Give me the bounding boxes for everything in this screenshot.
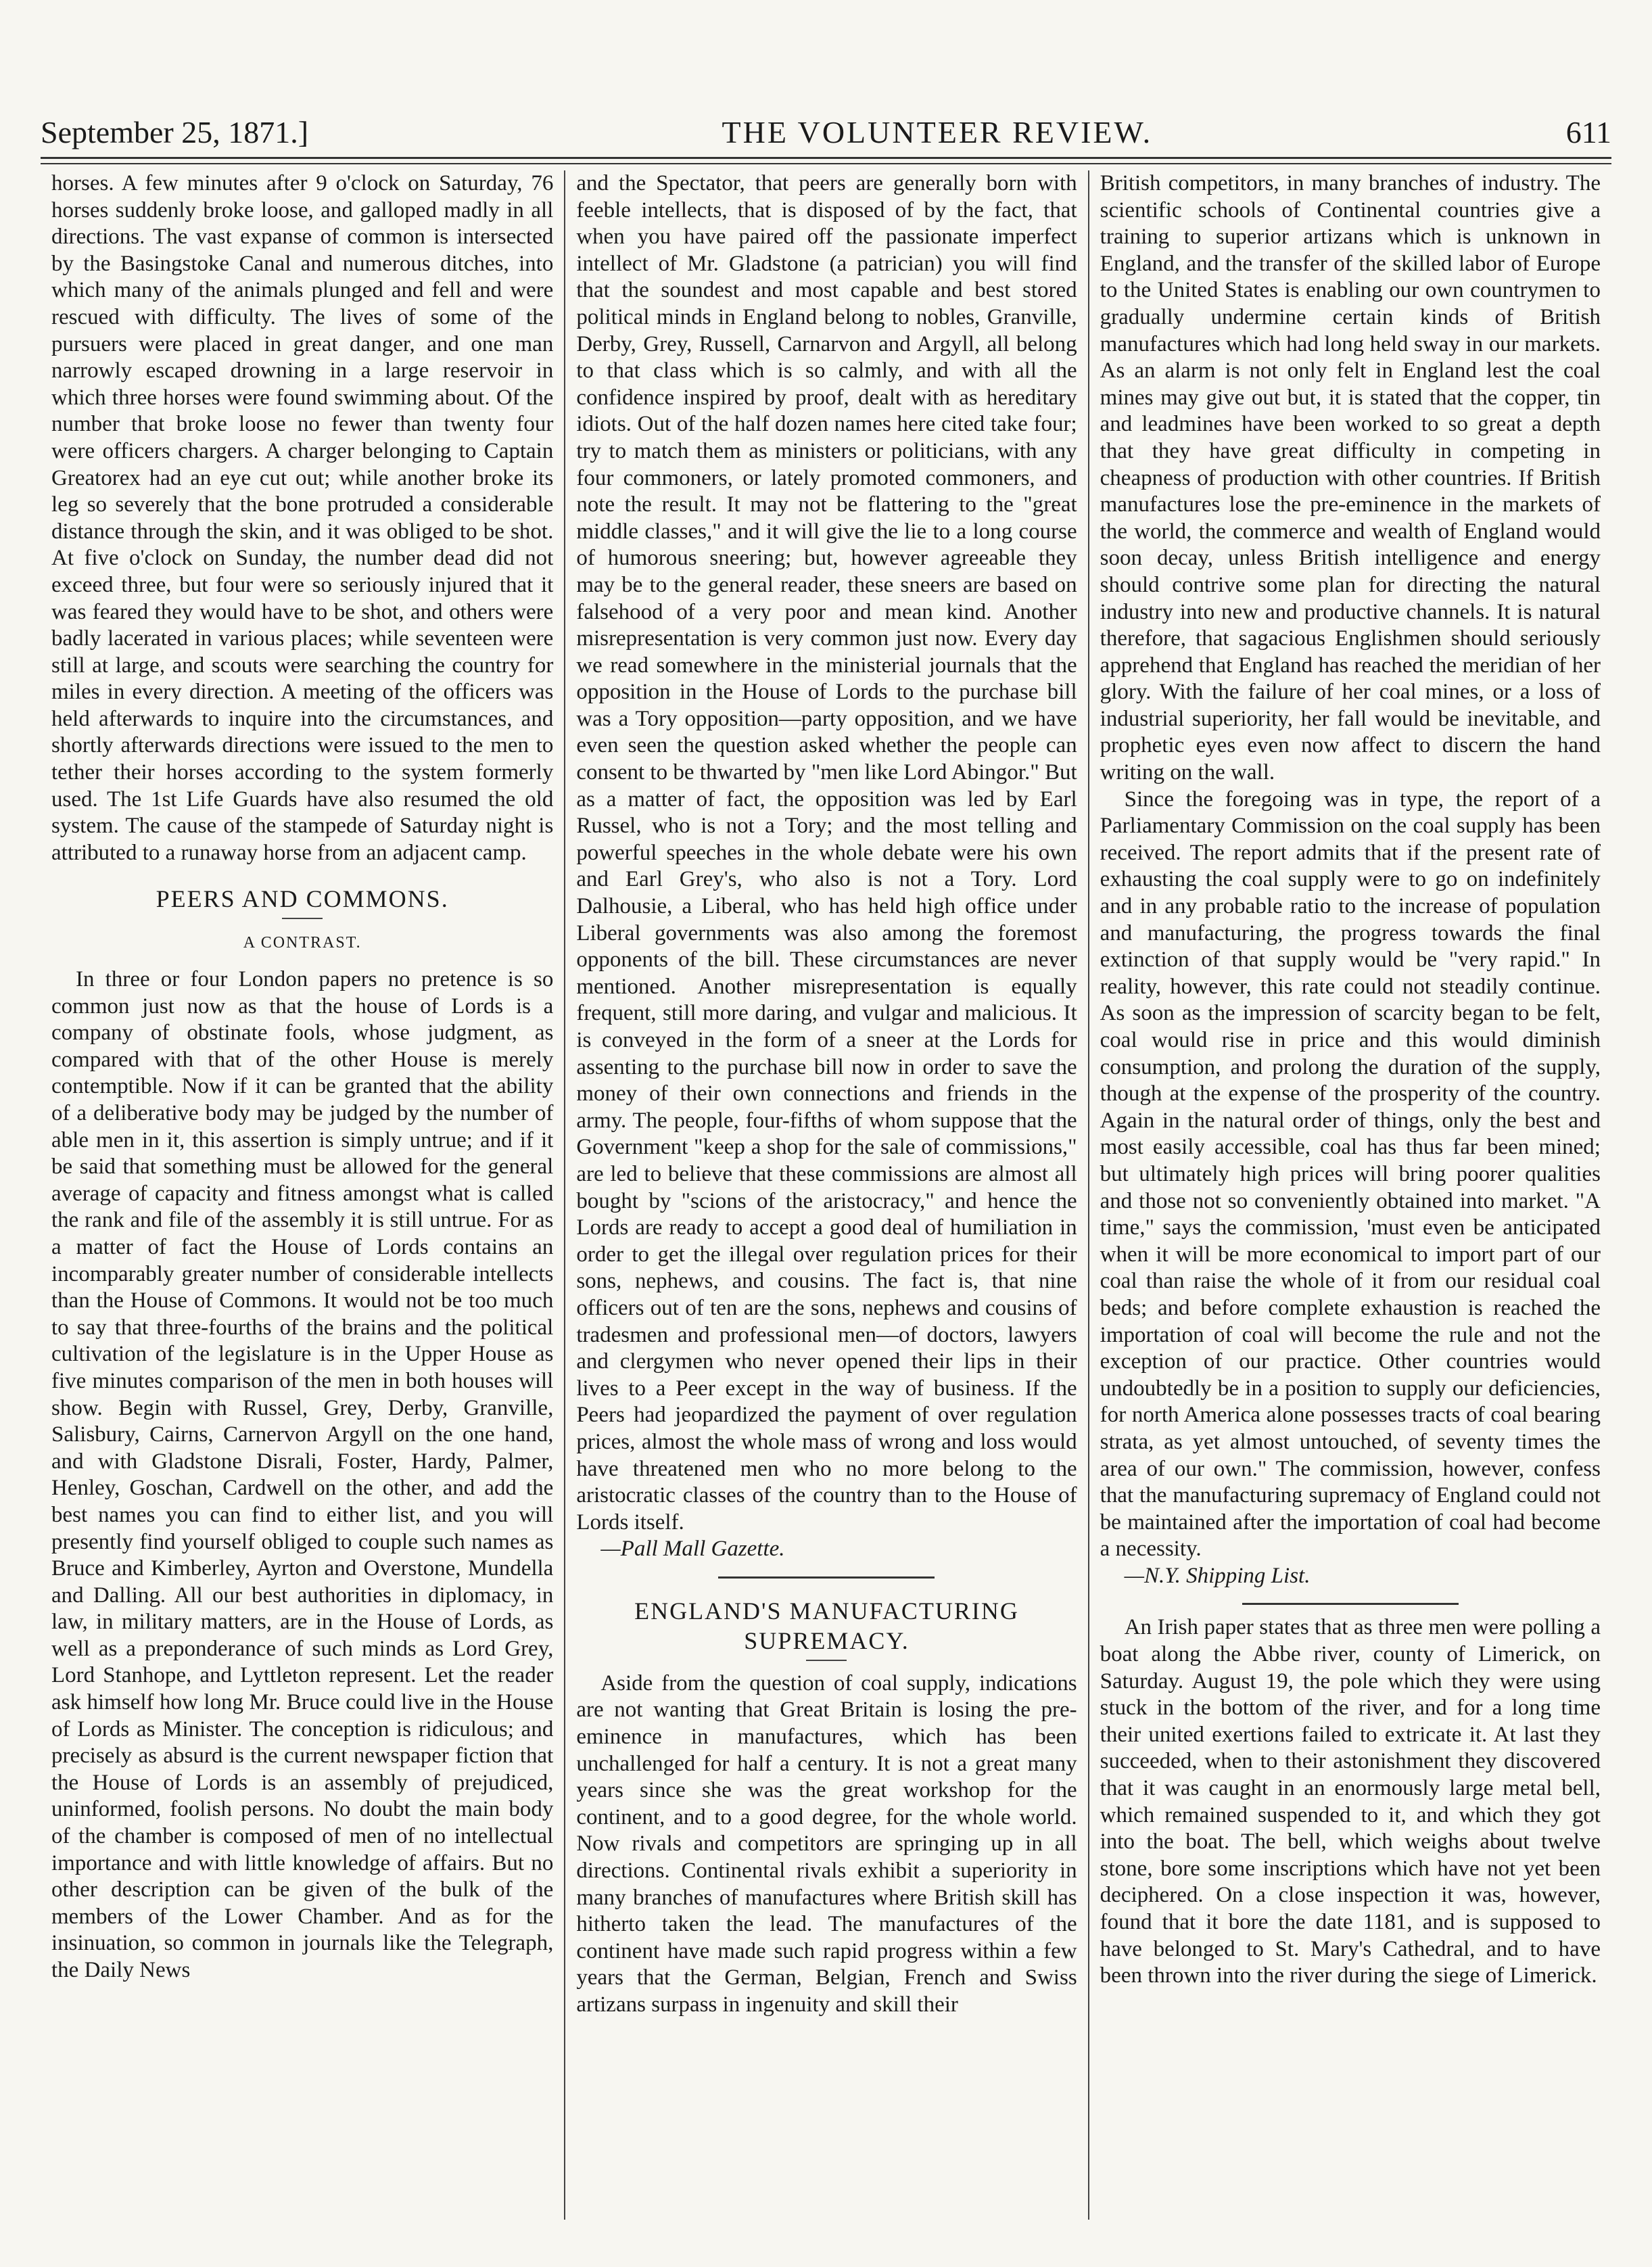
peers-commons-continued-text: and the Spectator, that peers are generally born with feeble intellects, that is disposed of by the fact, that when you have paired off the passionate imperfect intellect of Mr. Gladstone (a patrician) you will find that the soundest and most capable and best stored political minds in England belong to nobles, Granville, Derby, Grey, Russell, Carnarvon and Argyll, all belong to that class which is so calmly, and with all the confidence inspired by proof, dealt with as hereditary idiots. Out of the half dozen names here cited take four; try to match them as ministers or politicians, with any four commoners, or lately promoted commoners, and note the result. It may not be flattering to the "great middle classes," and it will give the lie to a long course of humorous sneering; but, however agreeable they may be to the general reader, these sneers are based on falsehood of a very poor and mean kind. Another misrepresentation is very common just now. Every day we read somewhere in the ministerial journals that the opposition in the House of Lords to the purchase bill was a Tory opposition—party opposition, and we have even seen the question asked whether the people can consent to be thwarted by "men like Lord Abingor." But as a matter of fact, the opposition was led by Earl Russel, who is not a Tory; and the most telling and powerful speeches in the whole debate were his own and Earl Grey's, who also is not a Tory. Lord Dalhousie, a Liberal, who has held high office under Liberal governments was also among the foremost opponents of the bill. These circumstances are never mentioned. Another misrepresentation is equally frequent, still more daring, and vulgar and malicious. It is conveyed in the form of a sneer at the Lords for assenting to the purchase bill now in order to save the money of their own connections and friends in the army. The people, four-fifths of whom suppose that the Government "keep a shop for the sale of commissions," are led to believe that these commissions are almost all bought by "scions of the aristocracy," and hence the Lords are ready to accept a good deal of humiliation in order to get the illegal over regulation prices for their sons, nephews, and cousins. The fact is, that nine officers out of ten are the sons, nephews and cousins of tradesmen and professional men—of doctors, lawyers and clergymen who never opened their lips in their lives to a Peer except in the way of business. If the Peers had jeopardized the payment of over regulation prices, almost the whole mass of wrong and loss would have threatened men who no more belong to the aristocratic classes of the country than to the House of Lords itself. (576, 171, 1077, 1535)
article-columns (41, 170, 1611, 2220)
article-separator (1242, 1603, 1459, 1605)
article-source: —Pall Mall Gazette. (600, 1537, 785, 1562)
heading-rule (806, 1660, 847, 1661)
irish-bell-text: An Irish paper states that as three men were polling a boat along the Abbe river, county of Limerick, on Saturday. August 19, the pole which they were using stuck in the bottom of the river, and for a long time their united exertions failed to extricate it. At last they succeeded, when to their astonishment they discovered that it was caught in an enormously large metal bell, which remained suspended to it, and which they got into the boat. The bell, which weighs about twelve stone, bore some inscriptions which have not yet been deciphered. On a close inspection it was, however, found that it bore the date 1181, and is supposed to have belonged to St. Mary's Cathedral, and to have been thrown into the river during the siege of Limerick. (1100, 1615, 1601, 1988)
publication-title: THE VOLUNTEER REVIEW. (722, 114, 1153, 149)
contrast-subheading: A CONTRAST. (243, 934, 362, 952)
header-rule (41, 157, 1611, 159)
peers-commons-heading: PEERS AND COMMONS. (156, 885, 449, 913)
manufacturing-continued-text: British competitors, in many branches of industry. The scientific schools of Continental countries give a training to superior artizans which is unknown in England, and the transfer of the skilled labor of Europe to the United States is enabling our own countrymen to gradually undermine certain kinds of British manufactures which had long held sway in our markets. As an alarm is not only felt in England lest the coal mines may give out but, it is stated that the copper, tin and leadmines have been worked to so great a depth that they have great difficulty in competing in cheapness of production with other countries. If British manufactures lose the pre-eminence in the markets of the world, the commerce and wealth of England would soon decay, unless British intelligence and energy should contrive some plan for directing the natural industry into new and productive channels. It is natural therefore, that sagacious Englishmen should seriously apprehend that England has reached the meridian of her glory. With the failure of her coal mines, or a loss of industrial superiority, her fall would be inevitable, and prophetic eyes even now affect to discern the hand writing on the wall. (1100, 171, 1601, 785)
page-header (41, 105, 1611, 159)
peers-commons-text: In three or four London papers no pretence is so common just now as that the house of Lords is a company of obstinate fools, whose judgment, as compared with that of the other House is merely contemptible. Now if it can be granted that the ability of a deliberative body may be judged by the number of able men in it, this assertion is simply untrue; and if it be said that something must be allowed for the general average of capacity and fitness amongst what is called the rank and file of the assembly it is still untrue. For as a matter of fact the House of Lords contains an incomparably greater number of considerable intellects than the House of Commons. It would not be too much to say that three-fourths of the brains and the political cultivation of the legislature is in the Upper House as five minutes comparison of the men in both houses will show. Begin with Russel, Grey, Derby, Granville, Salisbury, Cairns, Carnervon Argyll on the one hand, and with Gladstone Disrali, Foster, Hardy, Palmer, Henley, Goschan, Cardwell on the other, and add the best names you can find to either list, and you will presently find yourself obliged to couple such names as Bruce and Kimberley, Ayrton and Overstone, Mundella and Dalling. All our best authorities in diplomacy, in law, in military matters, are in the House of Lords, as well as a preponderance of such minds as Lord Grey, Lord Stanhope, and Lyttleton represent. Let the reader ask himself how long Mr. Bruce could live in the House of Lords as Minister. The conception is ridiculous; and precisely as absurd is the current newspaper fiction that the House of Lords is an assembly of prejudiced, uninformed, foolish persons. No doubt the main body of the chamber is composed of men of no intellectual importance and with little knowledge of affairs. But no other description can be given of the bulk of the members of the Lower Chamber. And as for the insinuation, so common in journals like the Telegraph, the Daily News (51, 967, 554, 1982)
manufacturing-heading: ENGLAND'S MANUFACTURING SUPREMACY. (634, 1597, 1019, 1654)
column-2 (564, 170, 1087, 2220)
article-source: —N.Y. Shipping List. (1124, 1563, 1311, 1588)
page-number: 611 (1565, 114, 1611, 149)
heading-rule (282, 918, 323, 919)
column-1 (41, 170, 564, 2220)
column-3 (1088, 170, 1611, 2220)
coal-commission-text: Since the foregoing was in type, the report of a Parliamentary Commission on the coal supply has been received. The report admits that if the present rate of exhausting the coal supply were to go on indefinitely and in any probable ratio to the increase of population and manufacturing, the progress towards the final extinction of that supply would be "very rapid." In reality, however, this rate could not steadily continue. As soon as the impression of scarcity began to be felt, coal would rise in price and this would diminish consumption, and prolong the duration of the supply, though at the expense of the prosperity of the country. Again in the natural order of things, only the best and most easily accessible, coal has thus far been mined; but ultimately high prices will bring poorer qualities and those not so conveniently obtained into market. "A time," says the commission, 'must even be anticipated when it will be more economical to import part of our coal than raise the whole of it from our residual coal beds; and before complete exhaustion is reached the importation of coal will become the rule and not the exception of our practice. Other countries would undoubtedly be in a position to supply our deficiencies, for north America alone possesses tracts of coal bearing strata, as yet almost untouched, of seventy times the area of our own." The commission, however, confess that the manufacturing supremacy of England could not be maintained after the importation of coal had become a necessity. (1100, 787, 1601, 1562)
header-rule-thin (41, 163, 1611, 164)
manufacturing-text: Aside from the question of coal supply, indications are not wanting that Great Britain is losing the pre-eminence in manufactures, which has been unchallenged for half a century. It is not a great many years since she was the great workshop for the continent, and to a good degree, for the whole world. Now rivals and competitors are springing up in all directions. Continental rivals exhibit a superiority in many branches of manufactures where British skill has hitherto taken the lead. The manufactures of the continent have made such rapid progress within a few years that the German, Belgian, French and Swiss artizans surpass in ingenuity and skill their (576, 1670, 1077, 2017)
horses-stampede-text: horses. A few minutes after 9 o'clock on Saturday, 76 horses suddenly broke loose, and galloped madly in all directions. The vast expanse of common is intersected by the Basingstoke Canal and numerous ditches, into which many of the animals plunged and fell and were rescued with difficulty. The lives of some of the pursuers were placed in great danger, and one man narrowly escaped drowning in a large reservoir in which three horses were found swimming about. Of the number that broke loose no fewer than twenty four were officers chargers. A charger belonging to Captain Greatorex had an eye cut out; while another broke its leg so severely that the bone protruded a considerable distance through the skin, and it was obliged to be shot. At five o'clock on Sunday, the number dead did not exceed three, but four were so seriously injured that it was feared they would have to be shot, and others were badly lacerated in various places; while seventeen were still at large, and scouts were searching the country for miles in every direction. A meeting of the officers was held afterwards to inquire into the circumstances, and shortly afterwards directions were issued to the men to tether their horses according to the system formerly used. The 1st Life Guards have also resumed the old system. The cause of the stampede of Saturday night is attributed to a runaway horse from an adjacent camp. (51, 171, 554, 865)
article-separator (718, 1576, 935, 1579)
issue-date: September 25, 1871.] (41, 114, 309, 149)
